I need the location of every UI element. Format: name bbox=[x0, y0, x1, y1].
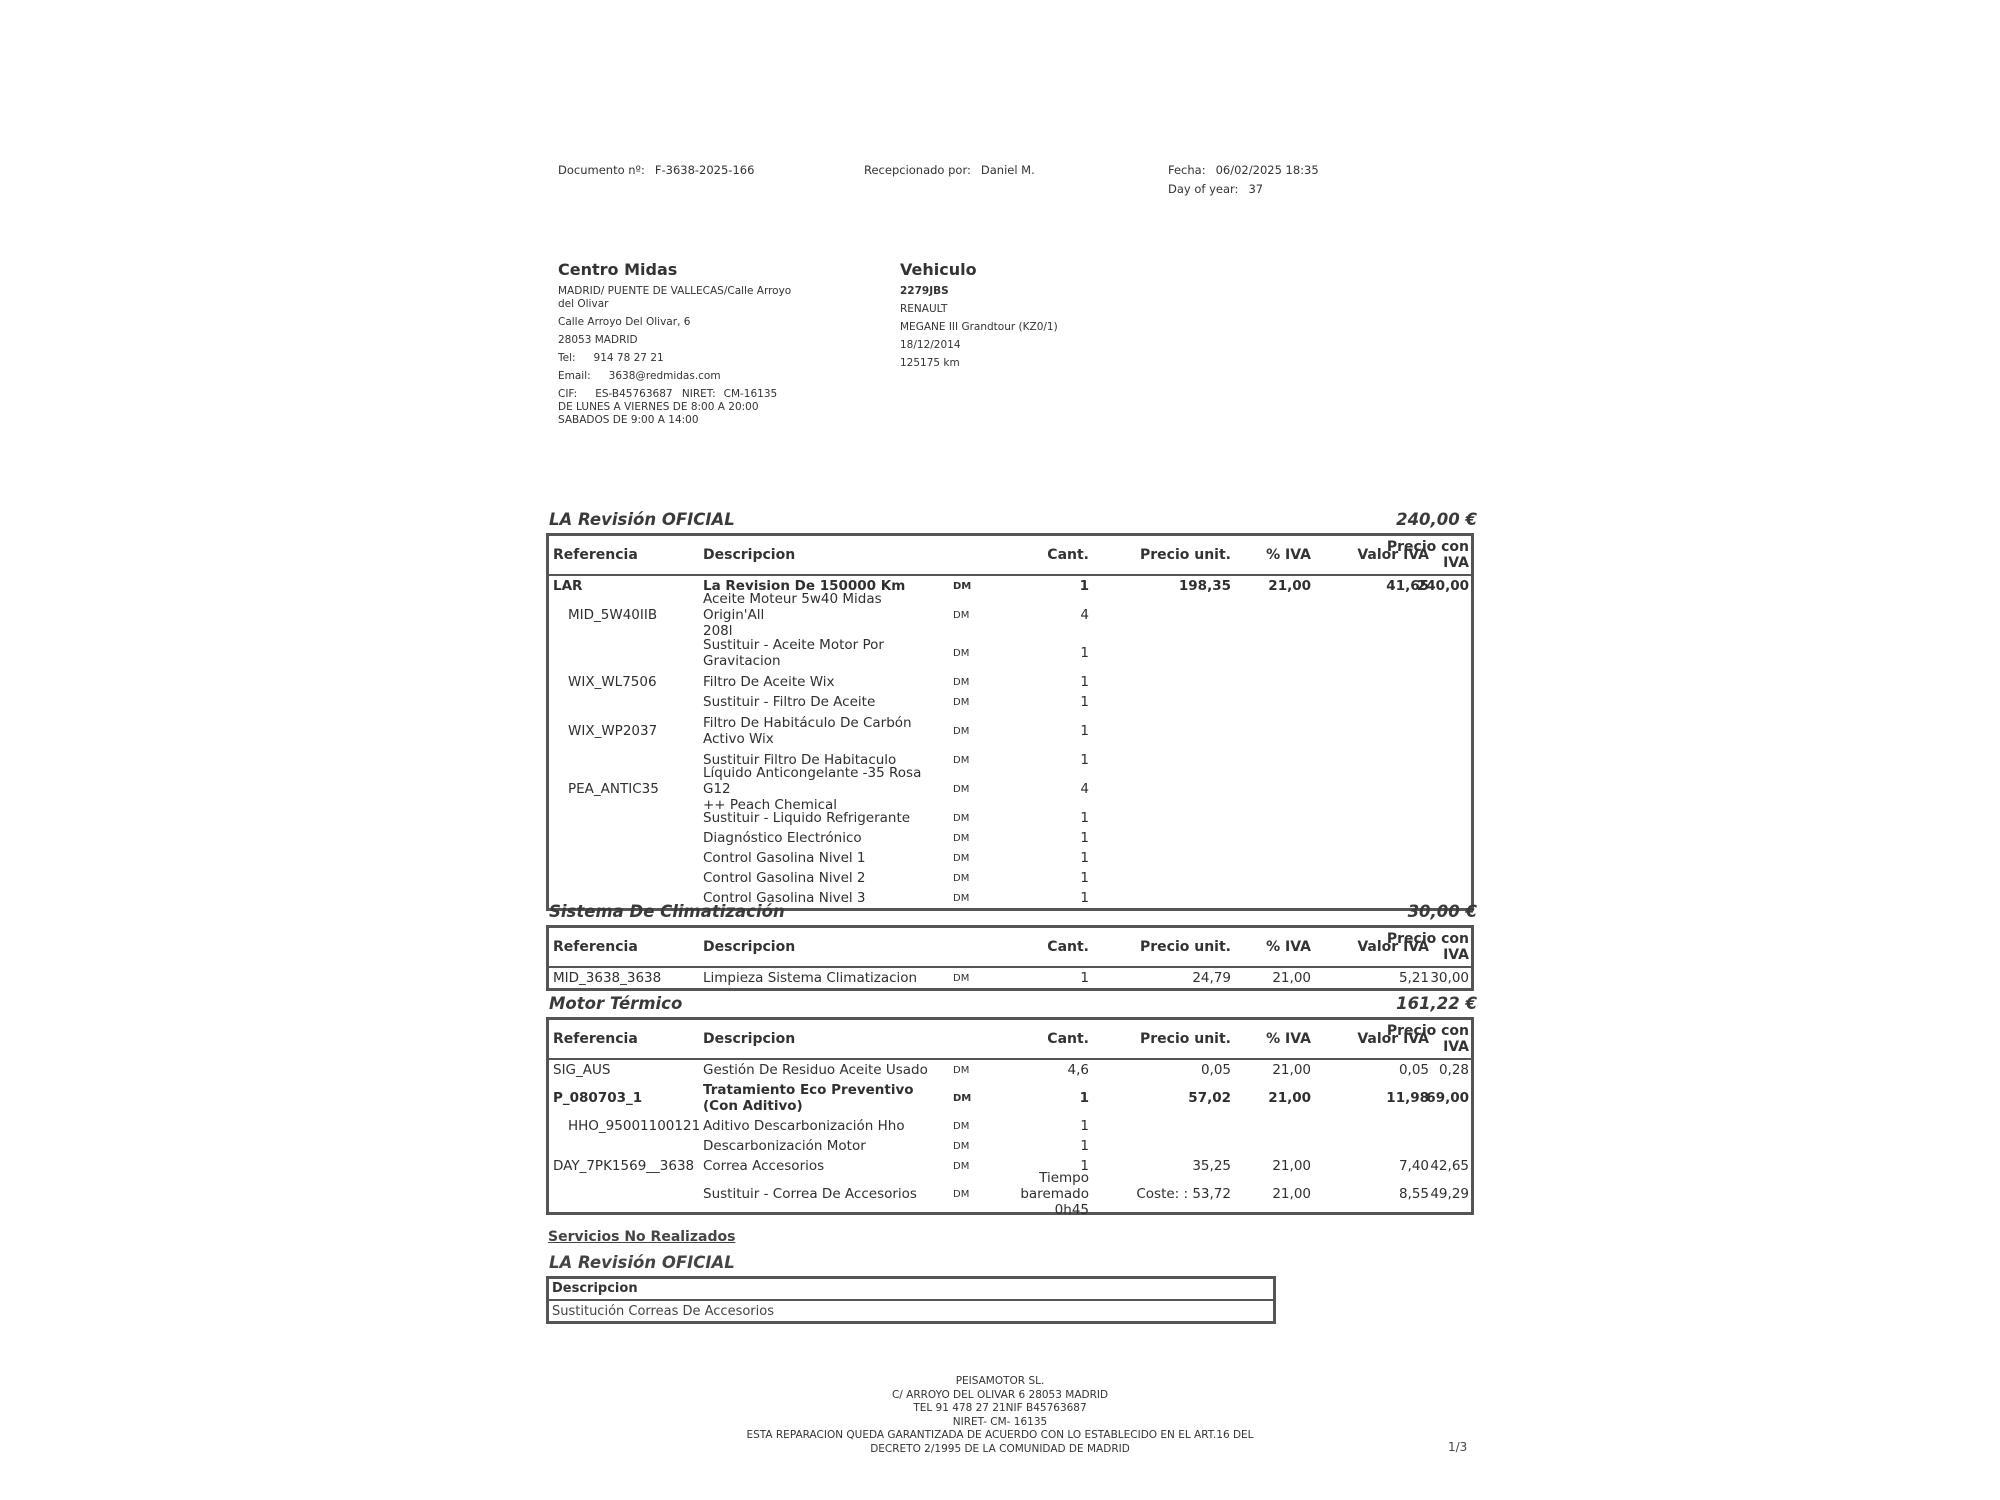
item-unit: DM bbox=[953, 725, 970, 737]
niret-value: CM-16135 bbox=[723, 388, 778, 400]
item-quantity: 4 bbox=[1080, 607, 1089, 623]
item-description bbox=[703, 1116, 943, 1136]
item-description bbox=[703, 765, 943, 813]
item-vat-value: 8,55 bbox=[1398, 1186, 1429, 1202]
column-header-reference: Referencia bbox=[553, 939, 638, 955]
item-description-line: Aceite Moteur 5w40 Midas Origin'All bbox=[703, 591, 882, 623]
item-unit-price: 24,79 bbox=[1192, 970, 1231, 986]
item-description bbox=[703, 591, 943, 639]
item-total bbox=[1379, 848, 1469, 868]
table-row bbox=[549, 808, 1471, 828]
item-quantity-line: 0h45 bbox=[1054, 1202, 1089, 1218]
company-phone bbox=[558, 352, 818, 365]
items-table bbox=[546, 533, 1474, 911]
date-label: Fecha: bbox=[1168, 163, 1206, 177]
item-unit: DM bbox=[953, 609, 970, 621]
item-unit: DM bbox=[953, 832, 970, 844]
column-header-total-line: Precio con bbox=[1386, 539, 1469, 555]
vehicle-model: MEGANE III Grandtour (KZ0/1) bbox=[900, 321, 1058, 333]
item-quantity: 1 bbox=[1080, 970, 1089, 986]
item-quantity: 1 bbox=[1080, 1118, 1089, 1134]
item-unit: DM bbox=[953, 1140, 970, 1152]
footer-phone: TEL 91 478 27 21NIF B45763687 bbox=[913, 1402, 1087, 1414]
item-vat-percent bbox=[1237, 808, 1311, 828]
company-name: Centro Midas bbox=[558, 260, 678, 279]
item-reference: DAY_7PK1569__3638 bbox=[553, 1158, 695, 1174]
document-date bbox=[1168, 163, 1319, 177]
item-vat-percent bbox=[1237, 750, 1311, 770]
column-header-total bbox=[1379, 1020, 1469, 1058]
item-vat-percent: 21,00 bbox=[1268, 1090, 1311, 1106]
item-quantity: 1 bbox=[1080, 723, 1089, 739]
item-reference: HHO_95001100121 bbox=[568, 1118, 701, 1134]
item-unit: DM bbox=[953, 872, 970, 884]
item-description-line: La Revision De 150000 Km bbox=[703, 578, 906, 594]
item-unit-price bbox=[1099, 808, 1231, 828]
page-number: 1/3 bbox=[1448, 1440, 1468, 1454]
column-header-total-line: Precio con bbox=[1386, 1023, 1469, 1039]
item-vat-percent bbox=[1237, 634, 1311, 672]
item-total bbox=[1379, 808, 1469, 828]
table-row bbox=[549, 1170, 1471, 1218]
item-vat-percent bbox=[1237, 712, 1311, 750]
column-header-reference: Referencia bbox=[553, 1031, 638, 1047]
document-number-label: Documento nº: bbox=[558, 163, 645, 177]
phone-value: 914 78 27 21 bbox=[593, 352, 664, 364]
item-reference bbox=[553, 634, 714, 672]
item-unit-price: 0,05 bbox=[1200, 1062, 1231, 1078]
email-value: 3638@redmidas.com bbox=[608, 370, 721, 382]
column-header-total bbox=[1379, 928, 1469, 966]
item-description bbox=[703, 808, 943, 828]
item-quantity: 1 bbox=[1080, 1158, 1089, 1174]
item-reference: WIX_WL7506 bbox=[568, 674, 657, 690]
item-total bbox=[1379, 634, 1469, 672]
item-reference bbox=[553, 848, 714, 868]
item-unit-price: 198,35 bbox=[1178, 578, 1231, 594]
column-header-description: Descripcion bbox=[703, 547, 796, 563]
item-description bbox=[703, 692, 943, 712]
item-description bbox=[703, 712, 943, 750]
item-unit: DM bbox=[953, 647, 970, 659]
table-row bbox=[549, 1116, 1471, 1136]
column-header-quantity: Cant. bbox=[1047, 1031, 1089, 1047]
company-address-line: del Olivar bbox=[558, 298, 609, 310]
item-reference bbox=[553, 750, 714, 770]
item-unit: DM bbox=[953, 852, 970, 864]
item-unit: DM bbox=[953, 783, 970, 795]
item-reference bbox=[553, 1176, 699, 1212]
item-reference bbox=[553, 828, 714, 848]
item-unit: DM bbox=[953, 676, 970, 688]
item-vat-percent bbox=[1237, 828, 1311, 848]
vehicle-brand: RENAULT bbox=[900, 303, 948, 315]
item-description-line: Sustituir - Liquido Refrigerante bbox=[703, 810, 911, 826]
item-total bbox=[1379, 828, 1469, 848]
table-row bbox=[549, 848, 1471, 868]
item-reference: PEA_ANTIC35 bbox=[568, 781, 659, 797]
item-description-line: Control Gasolina Nivel 2 bbox=[703, 870, 866, 886]
services-not-performed-table bbox=[546, 1276, 1276, 1324]
document-number-value: F-3638-2025-166 bbox=[654, 163, 755, 177]
item-description-line: Limpieza Sistema Climatizacion bbox=[703, 970, 918, 986]
item-unit-price: Coste: : 53,72 bbox=[1136, 1186, 1231, 1202]
date-value: 06/02/2025 18:35 bbox=[1215, 163, 1319, 177]
item-quantity: 1 bbox=[1080, 830, 1089, 846]
item-vat-percent: 21,00 bbox=[1272, 1158, 1311, 1174]
table-row bbox=[549, 750, 1471, 770]
table-row bbox=[549, 968, 1471, 988]
section-title: Sistema De Climatización bbox=[549, 902, 785, 921]
opening-hours: SABADOS DE 9:00 A 14:00 bbox=[558, 414, 699, 426]
item-reference: SIG_AUS bbox=[553, 1062, 611, 1078]
item-total bbox=[1379, 750, 1469, 770]
company-city: 28053 MADRID bbox=[558, 334, 638, 346]
item-quantity: 4,6 bbox=[1067, 1062, 1089, 1078]
item-description-line: ++ Peach Chemical bbox=[703, 797, 838, 813]
item-unit-price bbox=[1099, 868, 1231, 888]
not-performed-item: Sustitución Correas De Accesorios bbox=[552, 1304, 774, 1319]
item-unit: DM bbox=[953, 1092, 972, 1104]
column-header-description: Descripcion bbox=[549, 1279, 1273, 1301]
item-total bbox=[1379, 692, 1469, 712]
item-reference: LAR bbox=[553, 578, 583, 594]
item-unit-price: 57,02 bbox=[1188, 1090, 1231, 1106]
item-vat-percent bbox=[1237, 1116, 1311, 1136]
company-tax-ids bbox=[558, 388, 818, 401]
item-quantity-line: Tiempo baremado bbox=[1020, 1170, 1089, 1202]
column-header-vat-value: Valor IVA bbox=[1357, 547, 1429, 563]
table-row bbox=[549, 1136, 1471, 1156]
table-row bbox=[549, 692, 1471, 712]
column-header-unit-price: Precio unit. bbox=[1140, 1031, 1231, 1047]
item-unit: DM bbox=[953, 754, 970, 766]
item-description bbox=[703, 672, 943, 692]
item-vat-value: 11,98 bbox=[1386, 1090, 1429, 1106]
item-description bbox=[703, 634, 943, 672]
day-of-year-value: 37 bbox=[1248, 182, 1264, 196]
item-vat-percent bbox=[1237, 692, 1311, 712]
item-unit: DM bbox=[953, 580, 972, 592]
item-unit-price bbox=[1099, 1116, 1231, 1136]
item-description-line: Control Gasolina Nivel 1 bbox=[703, 850, 866, 866]
item-description-line: Diagnóstico Electrónico bbox=[703, 830, 862, 846]
company-street: Calle Arroyo Del Olivar, 6 bbox=[558, 316, 691, 328]
item-vat-percent: 21,00 bbox=[1268, 578, 1311, 594]
item-vat-value: 0,05 bbox=[1398, 1062, 1429, 1078]
section-header bbox=[549, 994, 1477, 1013]
item-reference: WIX_WP2037 bbox=[568, 723, 658, 739]
item-reference bbox=[553, 1136, 714, 1156]
company-info bbox=[558, 260, 818, 427]
item-vat-percent: 21,00 bbox=[1272, 970, 1311, 986]
column-header-quantity: Cant. bbox=[1047, 939, 1089, 955]
items-table bbox=[546, 1017, 1474, 1218]
item-vat-percent: 21,00 bbox=[1272, 1062, 1311, 1078]
email-label: Email: bbox=[558, 370, 591, 382]
item-description bbox=[703, 1176, 943, 1212]
item-unit-price bbox=[1099, 828, 1231, 848]
item-description-line: Gravitacion bbox=[703, 653, 781, 669]
item-total bbox=[1379, 596, 1469, 634]
item-total bbox=[1379, 1136, 1469, 1156]
item-description-line: Control Gasolina Nivel 3 bbox=[703, 890, 866, 906]
item-total: 69,00 bbox=[1426, 1090, 1469, 1106]
column-header-description: Descripcion bbox=[703, 1031, 796, 1047]
column-header-total-line: Precio con bbox=[1386, 931, 1469, 947]
item-description-line: (Con Aditivo) bbox=[703, 1098, 803, 1114]
item-description-line: Filtro De Aceite Wix bbox=[703, 674, 835, 690]
item-vat-percent bbox=[1237, 672, 1311, 692]
item-vat-percent bbox=[1237, 770, 1311, 808]
footer bbox=[700, 1375, 1300, 1456]
received-by bbox=[864, 163, 1035, 177]
table-row bbox=[549, 868, 1471, 888]
item-quantity: 1 bbox=[1080, 1138, 1089, 1154]
item-total bbox=[1379, 672, 1469, 692]
item-reference bbox=[553, 808, 714, 828]
column-header-vat-value: Valor IVA bbox=[1357, 1031, 1429, 1047]
item-unit-price bbox=[1099, 672, 1231, 692]
section-title: LA Revisión OFICIAL bbox=[549, 510, 735, 529]
item-quantity: 1 bbox=[1079, 1090, 1089, 1106]
opening-hours: DE LUNES A VIERNES DE 8:00 A 20:00 bbox=[558, 401, 759, 413]
item-unit-price bbox=[1099, 712, 1231, 750]
received-by-value: Daniel M. bbox=[980, 163, 1035, 177]
vehicle-registration-date: 18/12/2014 bbox=[900, 339, 961, 351]
item-description-line: Aditivo Descarbonización Hho bbox=[703, 1118, 905, 1134]
vehicle-plate: 2279JBS bbox=[900, 285, 949, 297]
column-header-quantity: Cant. bbox=[1047, 547, 1089, 563]
item-vat-value: 41,65 bbox=[1386, 578, 1429, 594]
item-unit: DM bbox=[953, 696, 970, 708]
items-table bbox=[546, 925, 1474, 991]
section-header bbox=[549, 510, 1477, 529]
vehicle-mileage: 125175 km bbox=[900, 357, 960, 369]
item-unit-price bbox=[1099, 770, 1231, 808]
table-row bbox=[549, 828, 1471, 848]
item-quantity: 1 bbox=[1080, 694, 1089, 710]
item-description bbox=[703, 968, 943, 988]
column-header-unit-price: Precio unit. bbox=[1140, 547, 1231, 563]
document-number bbox=[558, 163, 754, 177]
niret-label: NIRET: bbox=[681, 388, 716, 400]
item-unit-price bbox=[1099, 1136, 1231, 1156]
footer-warranty: ESTA REPARACION QUEDA GARANTIZADA DE ACUERDO CON LO ESTABLECIDO EN EL ART.16 DEL bbox=[746, 1429, 1254, 1441]
item-description bbox=[703, 1156, 943, 1176]
item-quantity: 1 bbox=[1080, 850, 1089, 866]
item-quantity: 1 bbox=[1080, 890, 1089, 906]
vehicle-title: Vehiculo bbox=[900, 260, 977, 279]
item-reference: MID_5W40IIB bbox=[568, 607, 658, 623]
item-reference bbox=[553, 692, 714, 712]
phone-label: Tel: bbox=[558, 352, 576, 364]
section-total: 240,00 € bbox=[1396, 510, 1477, 529]
item-unit: DM bbox=[953, 812, 970, 824]
table-header bbox=[549, 928, 1471, 968]
item-quantity: 1 bbox=[1079, 578, 1089, 594]
item-vat-percent bbox=[1237, 848, 1311, 868]
table-row bbox=[549, 1060, 1471, 1080]
table-row bbox=[549, 672, 1471, 692]
day-of-year-label: Day of year: bbox=[1168, 182, 1239, 196]
item-total bbox=[1379, 712, 1469, 750]
services-not-performed-title: Servicios No Realizados bbox=[548, 1229, 736, 1245]
item-unit-price: 35,25 bbox=[1192, 1158, 1231, 1174]
item-description-line: Descarbonización Motor bbox=[703, 1138, 866, 1154]
item-vat-value: 5,21 bbox=[1398, 970, 1429, 986]
item-description-line: Correa Accesorios bbox=[703, 1158, 825, 1174]
item-description bbox=[703, 1060, 943, 1080]
column-header-reference: Referencia bbox=[553, 547, 638, 563]
column-header-total bbox=[1379, 536, 1469, 574]
item-vat-percent bbox=[1237, 868, 1311, 888]
item-total: 49,29 bbox=[1430, 1186, 1469, 1202]
item-description-line: 208l bbox=[703, 623, 733, 639]
table-row bbox=[549, 591, 1471, 639]
footer-company: PEISAMOTOR SL. bbox=[955, 1375, 1045, 1387]
section-total: 161,22 € bbox=[1396, 994, 1477, 1013]
received-by-label: Recepcionado por: bbox=[864, 163, 971, 177]
item-total: 30,00 bbox=[1430, 970, 1469, 986]
item-unit-price bbox=[1099, 634, 1231, 672]
item-vat-percent: 21,00 bbox=[1272, 1186, 1311, 1202]
item-quantity: 1 bbox=[1080, 870, 1089, 886]
item-vat-percent bbox=[1237, 1136, 1311, 1156]
item-description-line: Sustituir - Aceite Motor Por bbox=[703, 637, 884, 653]
cif-label: CIF: bbox=[558, 388, 578, 400]
item-vat-percent bbox=[1237, 596, 1311, 634]
table-row bbox=[549, 1080, 1471, 1116]
item-unit: DM bbox=[953, 1160, 970, 1172]
table-header bbox=[549, 536, 1471, 576]
item-unit: DM bbox=[953, 1188, 970, 1200]
item-total: 240,00 bbox=[1416, 578, 1469, 594]
cif-value: ES-B45763687 bbox=[595, 388, 673, 400]
company-address-line: MADRID/ PUENTE DE VALLECAS/Calle Arroyo bbox=[558, 285, 792, 297]
item-total bbox=[1379, 1116, 1469, 1136]
item-unit-price bbox=[1099, 596, 1231, 634]
table-row bbox=[549, 712, 1471, 750]
item-description-line: Filtro De Habitáculo De Carbón bbox=[703, 715, 912, 731]
item-unit-price bbox=[1099, 848, 1231, 868]
item-quantity bbox=[969, 1170, 1089, 1218]
item-unit-price bbox=[1099, 692, 1231, 712]
item-description-line: Sustituir - Filtro De Aceite bbox=[703, 694, 876, 710]
column-header-description: Descripcion bbox=[703, 939, 796, 955]
column-header-vat-percent: % IVA bbox=[1266, 1031, 1311, 1047]
item-reference bbox=[553, 868, 714, 888]
company-email bbox=[558, 370, 818, 383]
item-description bbox=[703, 1080, 943, 1116]
table-row bbox=[549, 634, 1471, 672]
section-header bbox=[549, 902, 1477, 921]
item-quantity: 1 bbox=[1080, 752, 1089, 768]
column-header-unit-price: Precio unit. bbox=[1140, 939, 1231, 955]
item-description-line: Tratamiento Eco Preventivo bbox=[703, 1082, 914, 1098]
item-unit-price bbox=[1099, 750, 1231, 770]
column-header-vat-value: Valor IVA bbox=[1357, 939, 1429, 955]
section-title: Motor Térmico bbox=[549, 994, 683, 1013]
section-total: 30,00 € bbox=[1407, 902, 1477, 921]
services-not-performed-subtitle: LA Revisión OFICIAL bbox=[549, 1253, 735, 1272]
item-unit: DM bbox=[953, 1064, 970, 1076]
column-header-total-line: IVA bbox=[1443, 1039, 1469, 1055]
item-description-line: Sustituir Filtro De Habitaculo bbox=[703, 752, 897, 768]
item-description bbox=[703, 828, 943, 848]
item-vat-value: 7,40 bbox=[1398, 1158, 1429, 1174]
item-description-line: Líquido Anticongelante -35 Rosa G12 bbox=[703, 765, 922, 797]
item-description bbox=[703, 848, 943, 868]
vehicle-info bbox=[900, 260, 1160, 375]
table-header bbox=[549, 1020, 1471, 1060]
footer-address: C/ ARROYO DEL OLIVAR 6 28053 MADRID bbox=[891, 1388, 1109, 1401]
item-unit: DM bbox=[953, 972, 970, 984]
item-total: 42,65 bbox=[1430, 1158, 1469, 1174]
column-header-total-line: IVA bbox=[1443, 555, 1469, 571]
item-total bbox=[1379, 868, 1469, 888]
item-reference: MID_3638_3638 bbox=[553, 970, 662, 986]
column-header-total-line: IVA bbox=[1443, 947, 1469, 963]
item-unit: DM bbox=[953, 1120, 970, 1132]
column-header-vat-percent: % IVA bbox=[1266, 547, 1311, 563]
footer-warranty: DECRETO 2/1995 DE LA COMUNIDAD DE MADRID bbox=[870, 1442, 1130, 1455]
item-reference: P_080703_1 bbox=[553, 1090, 643, 1106]
item-description-line: Sustituir - Correa De Accesorios bbox=[703, 1186, 917, 1202]
item-quantity: 4 bbox=[1080, 781, 1089, 797]
item-unit: DM bbox=[953, 892, 970, 904]
footer-niret: NIRET- CM- 16135 bbox=[952, 1415, 1048, 1428]
item-description-line: Activo Wix bbox=[703, 731, 774, 747]
column-header-vat-percent: % IVA bbox=[1266, 939, 1311, 955]
item-quantity: 1 bbox=[1080, 674, 1089, 690]
day-of-year bbox=[1168, 182, 1263, 196]
item-total bbox=[1379, 770, 1469, 808]
item-quantity: 1 bbox=[1080, 810, 1089, 826]
item-description bbox=[703, 1136, 943, 1156]
item-description-line: Gestión De Residuo Aceite Usado bbox=[703, 1062, 928, 1078]
item-total: 0,28 bbox=[1438, 1062, 1469, 1078]
table-row bbox=[549, 576, 1471, 596]
item-quantity: 1 bbox=[1080, 645, 1089, 661]
table-row bbox=[549, 765, 1471, 813]
item-description bbox=[703, 868, 943, 888]
